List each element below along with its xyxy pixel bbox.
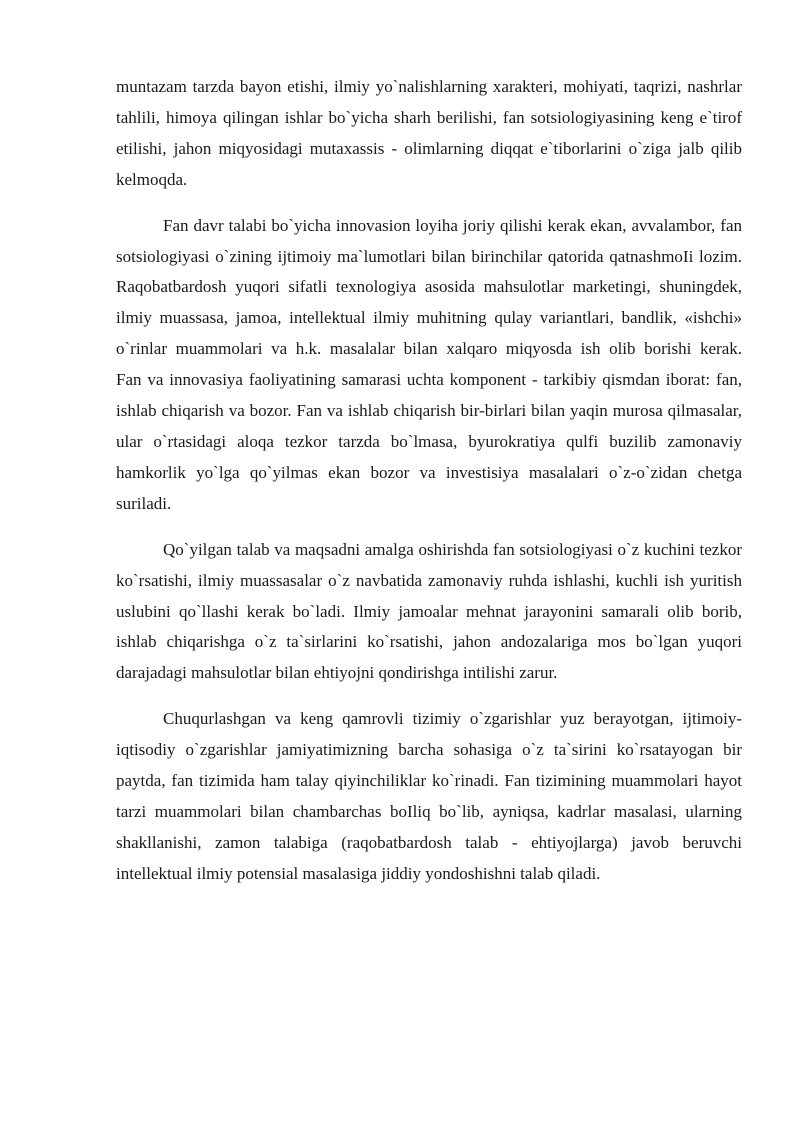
paragraph-2-part-2: Fan va innovasiya faoliyatining samarasi uchta komponent - tarkibiy qismdan iborat: fan, ishlab chiqarish va bozor. Fan va ishlab chiqarish bir-birlari bilan yaqin murosa qilmasalar, ular o`rtasidagi aloqa tezkor tarzda bo`lmasa, byurokratiya qulfi buzilib zamonaviy hamkorlik yo`lga qo`yilmas ekan bozor va investisiya masalalari o`z-o`zidan chetga suriladi. (116, 370, 742, 513)
paragraph-2-part-1: Fan davr talabi bo`yicha innovasion loyiha joriy qilishi kerak ekan, avvalambor, fan sotsiologiyasi o`zining ijtimoiy ma`lumotlari bilan birinchilar qatorida qatnashmoIi lozim. Raqobatbardosh yuqori sifatli texnologiya asosida mahsulotlar marketingi, shuningdek, ilmiy muassasa, jamoa, intellektual ilmiy muhitning qulay variantlari, bandlik, «ishchi» o`rinlar muammolari va h.k. masalalar bilan xalqaro miqyosda ish olib borishi kerak. (116, 215, 742, 359)
document-body (116, 72, 742, 890)
paragraph-3: Qo`yilgan talab va maqsadni amalga oshirishda fan sotsiologiyasi o`z kuchini tezkor ko`rsatishi, ilmiy muassasalar o`z navbatida zamonaviy ruhda ishlashi, kuchli ish yuritish uslubini qo`llashi kerak bo`ladi. Ilmiy jamoalar mehnat jarayonini samarali olib borib, ishlab chiqarishga o`z ta`sirlarini ko`rsatishi, jahon andozalariga mos bo`lgan yuqori darajadagi mahsulotlar bilan ehtiyojni qondirishga intilishi zarur. (116, 539, 742, 683)
paragraph-4: Chuqurlashgan va keng qamrovli tizimiy o`zgarishlar yuz berayotgan, ijtimoiy-iqtisodiy o`zgarishlar jamiyatimizning barcha sohasiga o`z ta`sirini ko`rsatayogan bir paytda, fan tizimida ham talay qiyinchiliklar ko`rinadi. Fan tizimining muammolari hayot tarzi muammolari bilan chambarchas boIliq bo`lib, ayniqsa, kadrlar masalasi, ularning shakllanishi, zamon talabiga (raqobatbardosh talab - ehtiyojlarga) javob beruvchi intellektual ilmiy potensial masalasiga jiddiy yondoshishni talab qiladi. (116, 709, 742, 883)
paragraph-1: muntazam tarzda bayon etishi, ilmiy yo`nalishlarning xarakteri, mohiyati, taqrizi, nashrlar tahlili, himoya qilingan ishlar bo`yicha sharh berilishi, fan sotsiologiyasining keng e`tirof etilishi, jahon miqyosidagi mutaxassis - olimlarning diqqat e`tiborlarini o`ziga jalb qilib kelmoqda. (116, 77, 742, 189)
